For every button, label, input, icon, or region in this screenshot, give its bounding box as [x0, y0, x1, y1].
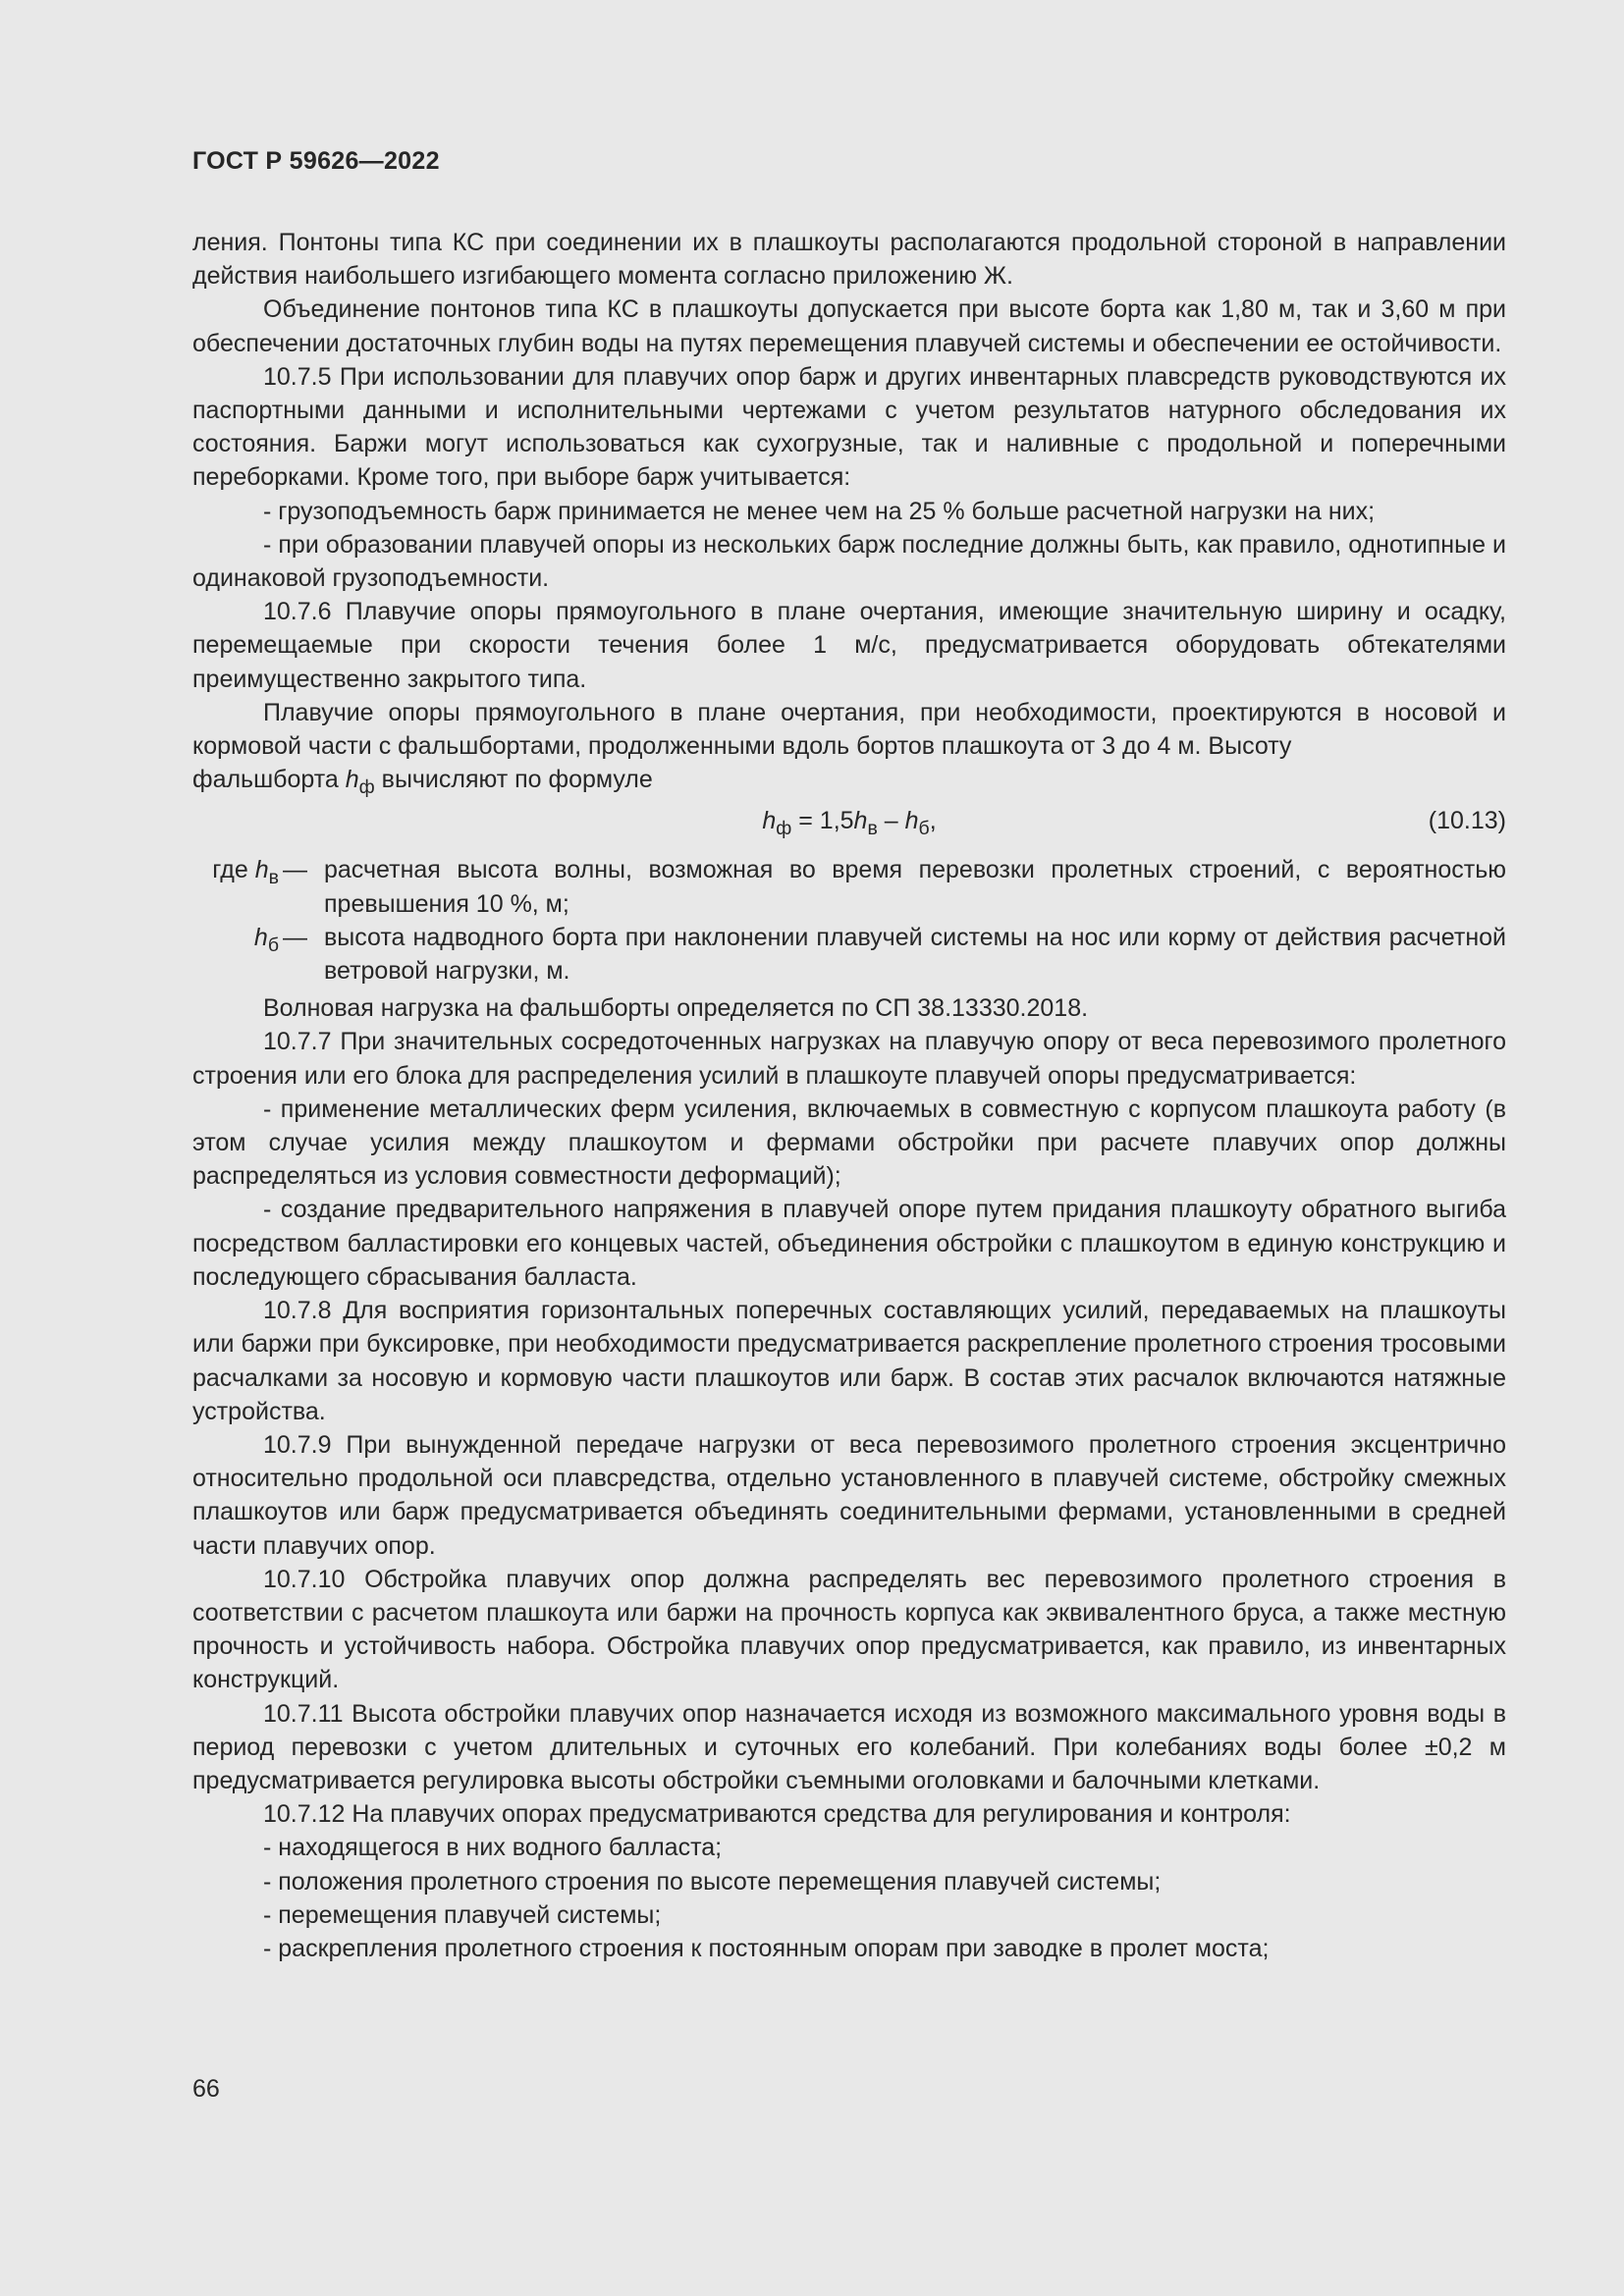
definition-symbol: где $h_в$ [212, 856, 279, 889]
formula-intro: фальшборта $h_ф$ вычисляют по формуле [192, 766, 653, 799]
page-number: 66 [192, 2075, 220, 2103]
paragraph-10-7-5: 10.7.5 При использовании для плавучих опор барж и других инвентарных плавсредств руководствуются их паспортными данными и исполнительными чертежами с учетом результатов натурного обследования их состояния. Баржи могут использоваться как сухогрузные, так и наливные с продольной и поперечными переборками. Кроме того, при выборе барж учитывается: [192, 362, 1506, 492]
paragraph-10-7-8: 10.7.8 Для восприятия горизонтальных поперечных составляющих усилий, передаваемых на плашкоуты или баржи при буксировке, при необходимости предусматривается раскрепление пролетного строения тросовыми расчалками за носовую и кормовую части плашкоутов или барж. В состав этих расчалок включаются натяжные устройства. [192, 1297, 1506, 1425]
list-item: - находящегося в них водного балласта; [263, 1834, 723, 1862]
list-item: - раскрепления пролетного строения к постоянным опорам при заводке в пролет моста; [263, 1934, 1270, 1962]
paragraph-10-7-7: 10.7.7 При значительных сосредоточенных нагрузках на плавучую опору от веса перевозимого пролетного строения или его блока для распределения усилий в плашкоуте плавучей опоры предусматривается: [192, 1028, 1506, 1090]
paragraph-10-7-12: 10.7.12 На плавучих опорах предусматриваются средства для регулирования и контроля: [263, 1800, 1291, 1829]
paragraph-10-7-10: 10.7.10 Обстройка плавучих опор должна распределять вес перевозимого пролетного строения в соответствии с расчетом плашкоута или баржи на прочность корпуса как эквивалентного бруса, а также местную прочность и устойчивость набора. Обстройка плавучих опор предусматривается, как правило, из инвентарных конструкций. [192, 1565, 1506, 1694]
list-item: - создание предварительного напряжения в плавучей опоре путем придания плашкоуту обратного выгиба посредством балластировки его концевых частей, объединения обстройки с плашкоутом в единую конструкцию и последующего сбрасывания балласта. [192, 1196, 1506, 1291]
formula-number: (10.13) [1428, 807, 1506, 835]
paragraph-10-7-9: 10.7.9 При вынужденной передаче нагрузки от веса перевозимого пролетного строения эксцентрично относительно продольной оси плавсредства, отдельно установленного в плавучей системе, обстройку смежных плашкоутов или барж предусматривается объединять соединительными фермами, установленными в средней части плавучих опор. [192, 1430, 1506, 1560]
definitions-list [192, 853, 1506, 988]
formula-10-13 [192, 796, 1506, 847]
paragraph: Объединение понтонов типа КС в плашкоуты допускается при высоте борта как 1,80 м, так и 3,60 м при обеспечении достаточных глубин воды на путях перемещения плавучей системы и обеспечении ее остойчивости. [192, 295, 1506, 357]
paragraph: Плавучие опоры прямоугольного в плане очертания, при необходимости, проектируются в носовой и кормовой части с фальшбортами, продолженными вдоль бортов плашкоута от 3 до 4 м. Высоту [192, 698, 1506, 761]
list-item: - перемещения плавучей системы; [263, 1900, 662, 1929]
paragraph-10-7-11: 10.7.11 Высота обстройки плавучих опор назначается исходя из возможного максимального уровня воды в период перевозки с учетом длительных и суточных его колебаний. При колебаниях воды более ±0,2 м предусматривается регулировка высоты обстройки съемными оголовками и балочными клетками. [192, 1699, 1506, 1794]
formula-expression: $h_ф = 1,5h_в - h_б$, [762, 807, 937, 840]
list-item: - грузоподъемность барж принимается не менее чем на 25 % больше расчетной нагрузки на них; [263, 497, 1376, 525]
definition-item: где $h_в$ — расчетная высота волны, возможная во время перевозки пролетных строений, с вероятностью превышения 10 %, м; [192, 853, 1506, 920]
paragraph: Волновая нагрузка на фальшборты определяется по СП 38.13330.2018. [263, 994, 1089, 1023]
paragraph: ления. Понтоны типа КС при соединении их в плашкоуты располагаются продольной стороной в направлении действия наибольшего изгибающего момента согласно приложению Ж. [192, 229, 1506, 291]
list-item: - при образовании плавучей опоры из нескольких барж последние должны быть, как правило, однотипные и одинаковой грузоподъемности. [192, 530, 1506, 593]
definition-symbol: $h_б$ [253, 923, 279, 956]
list-item: - положения пролетного строения по высоте перемещения плавучей системы; [263, 1867, 1162, 1896]
document-body [192, 226, 1506, 1965]
document-header: ГОСТ Р 59626—2022 [192, 147, 440, 175]
definition-text: высота надводного борта при наклонении плавучей системы на нос или корму от действия расчетной ветровой нагрузки, м. [324, 923, 1506, 986]
definition-item: $h_б$ — высота надводного борта при наклонении плавучей системы на нос или корму от действия расчетной ветровой нагрузки, м. [192, 921, 1506, 988]
list-item: - применение металлических ферм усиления, включаемых в совместную с корпусом плашкоута работу (в этом случае усилия между плашкоутом и фермами обстройки при расчете плавучих опор должны распределяться из условия совместности деформаций); [192, 1095, 1506, 1191]
definition-text: расчетная высота волны, возможная во время перевозки пролетных строений, с вероятностью превышения 10 %, м; [324, 856, 1506, 918]
paragraph-10-7-6: 10.7.6 Плавучие опоры прямоугольного в плане очертания, имеющие значительную ширину и осадку, перемещаемые при скорости течения более 1 м/с, предусматривается оборудовать обтекателями преимущественно закрытого типа. [192, 598, 1506, 693]
